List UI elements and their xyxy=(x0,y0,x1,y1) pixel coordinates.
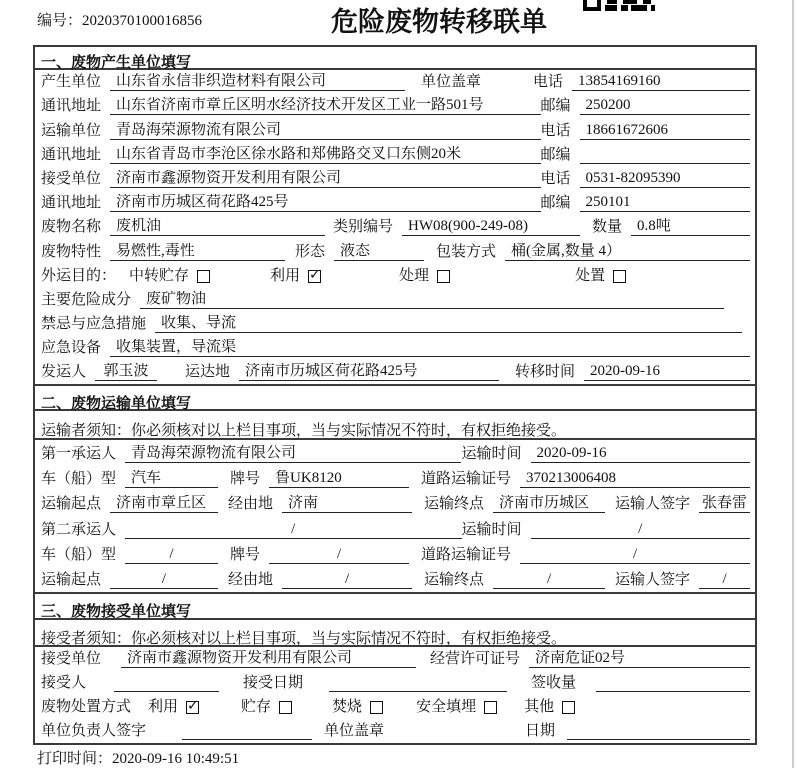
row-responsible-signature xyxy=(35,719,755,743)
address-label: 通讯地址 xyxy=(41,146,102,163)
option-label-utilize: 利用 xyxy=(270,267,301,284)
carrier-signature-2-field: / xyxy=(699,571,750,589)
transport-zip-field xyxy=(580,163,750,164)
zip-label: 邮编 xyxy=(540,146,571,163)
endpoint-label: 运输终点 xyxy=(424,572,485,589)
road-permit-2-field: / xyxy=(520,546,750,564)
transport-address-field: 山东省青岛市李沧区徐水路和郑佛路交叉口东侧20米 xyxy=(110,146,541,164)
road-permit-label: 道路运输证号 xyxy=(421,471,512,488)
row-producer-address xyxy=(35,94,755,118)
road-permit-field: 370213006408 xyxy=(520,470,750,488)
row-waste-name xyxy=(35,215,755,239)
vehicle-type-field: 汽车 xyxy=(125,470,218,488)
checkbox-transfer-storage xyxy=(197,270,210,283)
waste-name-label: 废物名称 xyxy=(41,219,102,236)
checkbox-disposal-other xyxy=(562,701,575,714)
unit-seal-label: 单位盖章 xyxy=(421,74,482,91)
receiver-unit-label: 接受单位 xyxy=(41,170,102,187)
section1-title: 一、废物产生单位填写 xyxy=(35,47,755,70)
phone-label: 电话 xyxy=(540,170,571,187)
responsible-signature-label: 单位负责人签字 xyxy=(41,723,147,740)
phone-label: 电话 xyxy=(540,122,571,139)
option-label-other: 其他 xyxy=(524,699,555,716)
license-number-label: 经营许可证号 xyxy=(430,651,521,668)
producer-address-field: 山东省济南市章丘区明水经济技术开发区工业一路501号 xyxy=(110,97,541,115)
shipper-label: 发运人 xyxy=(41,364,87,381)
endpoint-2-field: / xyxy=(493,571,605,589)
form-state-label: 形态 xyxy=(295,243,326,260)
carrier-signature-label: 运输人签字 xyxy=(615,496,691,513)
transport-time-label: 运输时间 xyxy=(461,521,522,538)
option-label-treat: 处理 xyxy=(399,267,430,284)
plate-number-field: 鲁UK8120 xyxy=(269,470,409,488)
receiver-address-field: 济南市历城区荷花路425号 xyxy=(110,194,541,212)
row-emergency-equipment xyxy=(35,336,755,360)
vehicle-type-label: 车（船）型 xyxy=(41,471,117,488)
road-permit-label: 道路运输证号 xyxy=(421,546,512,563)
print-timestamp xyxy=(37,747,239,768)
emergency-measures-field: 收集、导流 xyxy=(155,315,742,333)
waste-character-field: 易燃性,毒性 xyxy=(110,243,285,261)
row-acceptor xyxy=(35,671,755,695)
waste-name-field: 废机油 xyxy=(110,218,325,236)
destination-field: 济南市历城区荷花路425号 xyxy=(239,363,499,381)
transfer-time-field: 2020-09-16 xyxy=(584,363,750,381)
endpoint-label: 运输终点 xyxy=(424,496,485,513)
hazard-components-field: 废矿物油 xyxy=(140,291,724,309)
scan-edge-line xyxy=(792,0,794,768)
purpose-label: 外运目的： xyxy=(41,267,117,284)
shipper-field: 郭玉波 xyxy=(95,363,157,381)
qr-code-fragment xyxy=(583,0,655,11)
row-receiver-unit xyxy=(35,167,755,191)
option-label-landfill: 安全填埋 xyxy=(416,699,477,716)
receiver-zip-field: 250101 xyxy=(580,194,750,212)
option-label-transfer-storage: 中转贮存 xyxy=(129,267,190,284)
transport-phone-field: 18661672606 xyxy=(580,122,750,140)
first-carrier-label: 第一承运人 xyxy=(41,445,117,462)
date-field xyxy=(567,739,750,740)
carrier-signature-field: 张春雷 xyxy=(699,495,750,513)
plate-number-label: 牌号 xyxy=(230,471,261,488)
origin-label: 运输起点 xyxy=(41,496,102,513)
unit-seal-label: 单位盖章 xyxy=(324,723,385,740)
origin-label: 运输起点 xyxy=(41,572,102,589)
plate-number-2-field: / xyxy=(269,546,409,564)
checkbox-dispose xyxy=(613,270,626,283)
page-title: 危险废物转移联单 xyxy=(331,7,547,37)
signed-quantity-field xyxy=(596,691,750,692)
vehicle-type-label: 车（船）型 xyxy=(41,546,117,563)
second-transport-time-field: / xyxy=(531,521,750,539)
option-label-incinerate: 焚烧 xyxy=(332,699,363,716)
acceptor-field xyxy=(114,691,219,692)
transport-unit-field: 青岛海荣源物流有限公司 xyxy=(110,122,541,140)
destination-label: 运达地 xyxy=(185,364,231,381)
form-state-field: 液态 xyxy=(334,243,424,261)
second-carrier-field: / xyxy=(125,521,462,539)
option-label-storage: 贮存 xyxy=(241,699,272,716)
producer-zip-field: 250200 xyxy=(580,97,750,115)
quantity-field: 0.8吨 xyxy=(631,218,750,236)
row-second-carrier xyxy=(35,516,755,541)
row-hazard-components xyxy=(35,288,755,312)
disposal-method-label: 废物处置方式 xyxy=(41,699,132,716)
checkbox-utilize xyxy=(308,266,321,283)
row-first-carrier xyxy=(35,440,755,465)
producer-unit-field: 山东省永信非织造材料有限公司 xyxy=(110,73,405,91)
section-transporter xyxy=(35,384,755,592)
row-producer-unit xyxy=(35,70,755,94)
vehicle-type-2-field: / xyxy=(125,546,218,564)
address-label: 通讯地址 xyxy=(41,195,102,212)
serial-value: 2020370100016856 xyxy=(82,13,203,29)
category-code-label: 类别编号 xyxy=(333,219,394,236)
receiver-phone-field: 0531-82095390 xyxy=(580,170,750,188)
print-time-label: 打印时间： xyxy=(37,751,113,767)
row-accept-unit xyxy=(35,647,755,671)
date-label: 日期 xyxy=(525,723,556,740)
serial-label: 编号： xyxy=(37,13,83,29)
transporter-notice: 运输者须知：你必须核对以上栏目事项，当与实际情况不符时，有权拒绝接受。 xyxy=(35,411,755,440)
row-transport-address xyxy=(35,143,755,167)
option-label-utilize: 利用 xyxy=(148,699,179,716)
acceptor-label: 接受人 xyxy=(41,675,87,692)
emergency-measures-label: 禁忌与应急措施 xyxy=(41,316,147,333)
row-transport-unit xyxy=(35,118,755,142)
accept-unit-label: 接受单位 xyxy=(41,651,102,668)
zip-label: 邮编 xyxy=(540,195,571,212)
packing-field: 桶(金属,数量 4） xyxy=(505,243,750,261)
origin-field: 济南市章丘区 xyxy=(110,495,218,513)
row-route-2 xyxy=(35,567,755,592)
signed-quantity-label: 签收量 xyxy=(531,675,577,692)
second-carrier-label: 第二承运人 xyxy=(41,521,117,538)
row-disposal-method xyxy=(35,695,755,719)
first-carrier-field: 青岛海荣源物流有限公司 xyxy=(125,445,461,463)
checkbox-disposal-incinerate xyxy=(370,701,383,714)
row-receiver-address xyxy=(35,191,755,215)
transfer-time-label: 转移时间 xyxy=(515,364,576,381)
row-vehicle-1 xyxy=(35,466,755,491)
phone-label: 电话 xyxy=(532,74,563,91)
accept-date-field xyxy=(329,691,507,692)
section2-title: 二、废物运输单位填写 xyxy=(35,384,755,411)
hazard-components-label: 主要危险成分 xyxy=(41,291,132,308)
via-2-field: / xyxy=(282,571,412,589)
via-field: 济南 xyxy=(282,495,412,513)
row-route-1 xyxy=(35,491,755,516)
producer-unit-label: 产生单位 xyxy=(41,74,102,91)
carrier-signature-label: 运输人签字 xyxy=(615,572,691,589)
checkbox-disposal-storage xyxy=(279,701,292,714)
checkbox-treat xyxy=(437,270,450,283)
section3-title: 三、废物接受单位填写 xyxy=(35,592,755,620)
waste-character-label: 废物特性 xyxy=(41,243,102,260)
accept-unit-field: 济南市鑫源物资开发利用有限公司 xyxy=(121,650,416,668)
receiver-unit-field: 济南市鑫源物资开发利用有限公司 xyxy=(110,170,541,188)
endpoint-field: 济南市历城区 xyxy=(493,495,605,513)
row-vehicle-2 xyxy=(35,542,755,567)
producer-phone-field: 13854169160 xyxy=(572,73,750,91)
section-producer xyxy=(35,47,755,384)
row-waste-character xyxy=(35,239,755,263)
check-icon: ✓ xyxy=(187,698,199,715)
row-shipper xyxy=(35,360,755,384)
zip-label: 邮编 xyxy=(540,98,571,115)
via-label: 经由地 xyxy=(228,572,274,589)
transport-unit-label: 运输单位 xyxy=(41,122,102,139)
emergency-equipment-field: 收集装置，导流渠 xyxy=(110,339,750,357)
category-code-field: HW08(900-249-08) xyxy=(402,218,580,236)
row-transport-purpose xyxy=(35,264,755,288)
serial-number xyxy=(37,9,202,30)
address-label: 通讯地址 xyxy=(41,98,102,115)
transfer-form xyxy=(33,45,757,745)
checkbox-disposal-utilize xyxy=(186,698,199,715)
receiver-notice: 接受者须知：你必须核对以上栏目事项，当与实际情况不符时，有权拒绝接受。 xyxy=(35,620,755,647)
print-time-value: 2020-09-16 10:49:51 xyxy=(112,751,240,767)
checkbox-disposal-landfill xyxy=(484,701,497,714)
first-transport-time-field: 2020-09-16 xyxy=(531,445,751,463)
origin-2-field: / xyxy=(110,571,218,589)
row-emergency-measures xyxy=(35,312,755,336)
plate-number-label: 牌号 xyxy=(230,546,261,563)
via-label: 经由地 xyxy=(228,496,274,513)
transport-time-label: 运输时间 xyxy=(461,445,522,462)
quantity-label: 数量 xyxy=(592,219,623,236)
packing-label: 包装方式 xyxy=(436,243,497,260)
section-receiver xyxy=(35,592,755,743)
responsible-signature-field xyxy=(182,739,312,740)
option-label-dispose: 处置 xyxy=(575,267,606,284)
emergency-equipment-label: 应急设备 xyxy=(41,340,102,357)
accept-date-label: 接受日期 xyxy=(243,675,304,692)
check-icon: ✓ xyxy=(309,266,321,283)
license-number-field: 济南危证02号 xyxy=(529,650,750,668)
